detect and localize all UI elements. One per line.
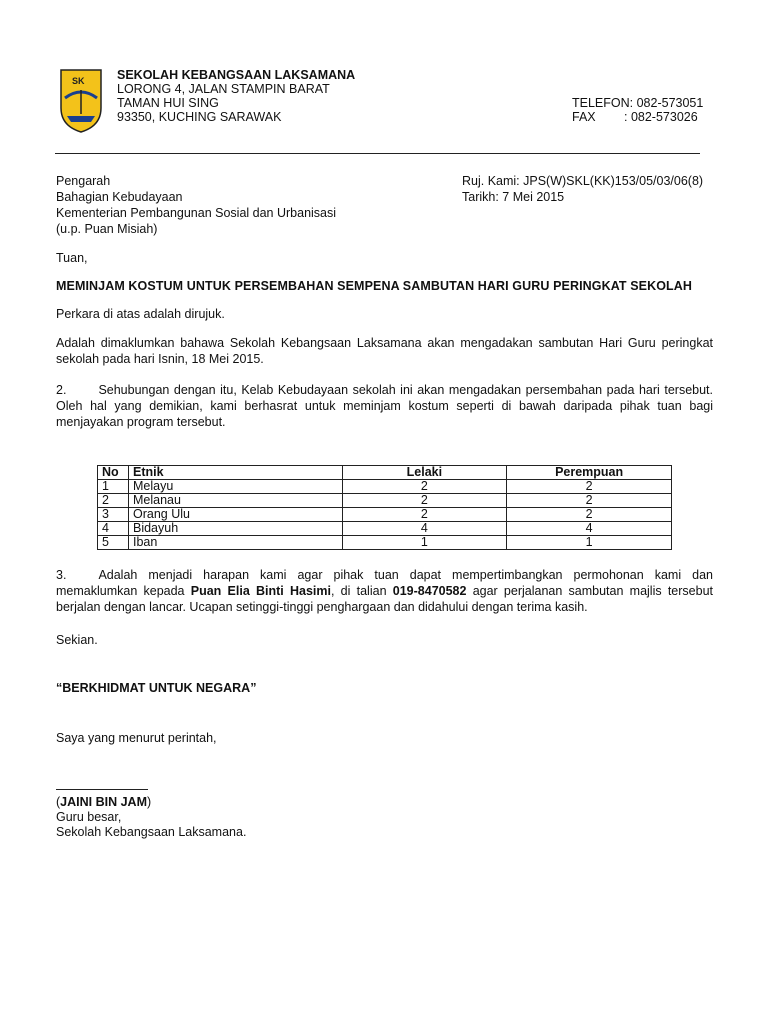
address-line: LORONG 4, JALAN STAMPIN BARAT [117, 82, 330, 96]
table-cell: 2 [507, 494, 672, 508]
column-header: Perempuan [507, 466, 672, 480]
recipient-block [56, 173, 336, 237]
table-cell: 2 [342, 494, 507, 508]
table-cell: 2 [98, 494, 129, 508]
table-cell: Bidayuh [128, 522, 342, 536]
table-cell: 4 [98, 522, 129, 536]
paragraph-1: Adalah dimaklumkan bahawa Sekolah Kebangsaan Laksamana akan mengadakan sambutan Hari Guru peringkat sekolah pada hari Isnin, 18 Mei 2015. [56, 336, 713, 366]
column-header: Etnik [128, 466, 342, 480]
table-cell: 5 [98, 536, 129, 550]
table-cell: 1 [342, 536, 507, 550]
motto: “BERKHIDMAT UNTUK NEGARA” [56, 681, 257, 695]
costume-table [97, 465, 672, 550]
recipient-line: Bahagian Kebudayaan [56, 190, 183, 204]
recipient-line: Kementerian Pembangunan Sosial dan Urbanisasi [56, 206, 337, 220]
letterhead-contact [572, 96, 703, 124]
fax-number: : 082-573026 [624, 110, 698, 124]
signer-school: Sekolah Kebangsaan Laksamana. [56, 825, 247, 839]
yours-faithfully: Saya yang menurut perintah, [56, 731, 217, 745]
salutation: Tuan, [56, 251, 88, 265]
paragraph-text: , di talian [330, 584, 387, 598]
table-row [98, 536, 672, 550]
letter-subject: MEMINJAM KOSTUM UNTUK PERSEMBAHAN SEMPENA SAMBUTAN HARI GURU PERINGKAT SEKOLAH [56, 279, 693, 293]
paragraph-text: Sehubungan dengan itu, Kelab Kebudayaan sekolah ini akan mengadakan persembahan pada hari tersebut. Oleh hal yang demikian, kami berhasrat untuk meminjam kostum seperti di bawah daripada pihak tuan bagi menjayakan program tersebut. [56, 383, 713, 429]
closing-sekian: Sekian. [56, 633, 98, 647]
table-cell: 2 [507, 508, 672, 522]
contact-person-name: Puan Elia Binti Hasimi [190, 584, 331, 598]
column-header: No [98, 466, 129, 480]
logo-text: SK [72, 76, 85, 86]
paragraph-2 [56, 382, 713, 430]
school-name: SEKOLAH KEBANGSAAN LAKSAMANA [117, 68, 356, 82]
paragraph-number: 3. [56, 568, 67, 582]
table-row [98, 508, 672, 522]
table-cell: 1 [507, 536, 672, 550]
table-row [98, 522, 672, 536]
letter-date: Tarikh: 7 Mei 2015 [462, 190, 565, 204]
table-cell: Melanau [128, 494, 342, 508]
letterhead-address [117, 68, 355, 124]
signature-block: (JAINI BIN JAM) Guru besar, Sekolah Kebangsaan Laksamana. [56, 795, 247, 839]
table-row [98, 480, 672, 494]
signer-title: Guru besar, [56, 810, 122, 824]
paragraph-text: Adalah menjadi harapan kami agar pihak tuan dapat mempertimbangkan permohonan kami dan memaklumkan kepada [56, 568, 713, 598]
signer-name: JAINI BIN JAM [60, 795, 147, 809]
signature-line [56, 789, 148, 790]
paragraph-3 [56, 567, 713, 615]
recipient-line: Pengarah [56, 174, 111, 188]
table-header-row [98, 466, 672, 480]
table-cell: 4 [342, 522, 507, 536]
table-cell: 4 [507, 522, 672, 536]
address-line: 93350, KUCHING SARAWAK [117, 110, 282, 124]
table-cell: 2 [342, 480, 507, 494]
reference-block [462, 173, 703, 205]
column-header: Lelaki [342, 466, 507, 480]
school-crest-icon [57, 68, 105, 134]
table-cell: Iban [128, 536, 342, 550]
contact-phone: 019-8470582 [392, 584, 467, 598]
table-cell: Orang Ulu [128, 508, 342, 522]
table-row [98, 494, 672, 508]
telefon-number: TELEFON: 082-573051 [572, 96, 704, 110]
table-cell: 2 [507, 480, 672, 494]
address-line: TAMAN HUI SING [117, 96, 219, 110]
table-cell: 1 [98, 480, 129, 494]
fax-label: FAX [572, 110, 596, 124]
paragraph-intro: Perkara di atas adalah dirujuk. [56, 307, 225, 321]
table-cell: 2 [342, 508, 507, 522]
table-cell: Melayu [128, 480, 342, 494]
fax-row [572, 110, 703, 124]
header-divider [55, 153, 700, 154]
paragraph-number: 2. [56, 383, 67, 397]
reference-number: Ruj. Kami: JPS(W)SKL(KK)153/05/03/06(8) [462, 174, 704, 188]
table-cell: 3 [98, 508, 129, 522]
recipient-line: (u.p. Puan Misiah) [56, 222, 158, 236]
paragraph-text: agar perjalanan sambutan majlis tersebut berjalan dengan lancar. Ucapan setinggi-tinggi penghargaan dan didahului dengan terima kasih. [56, 584, 713, 614]
school-logo [57, 68, 105, 134]
